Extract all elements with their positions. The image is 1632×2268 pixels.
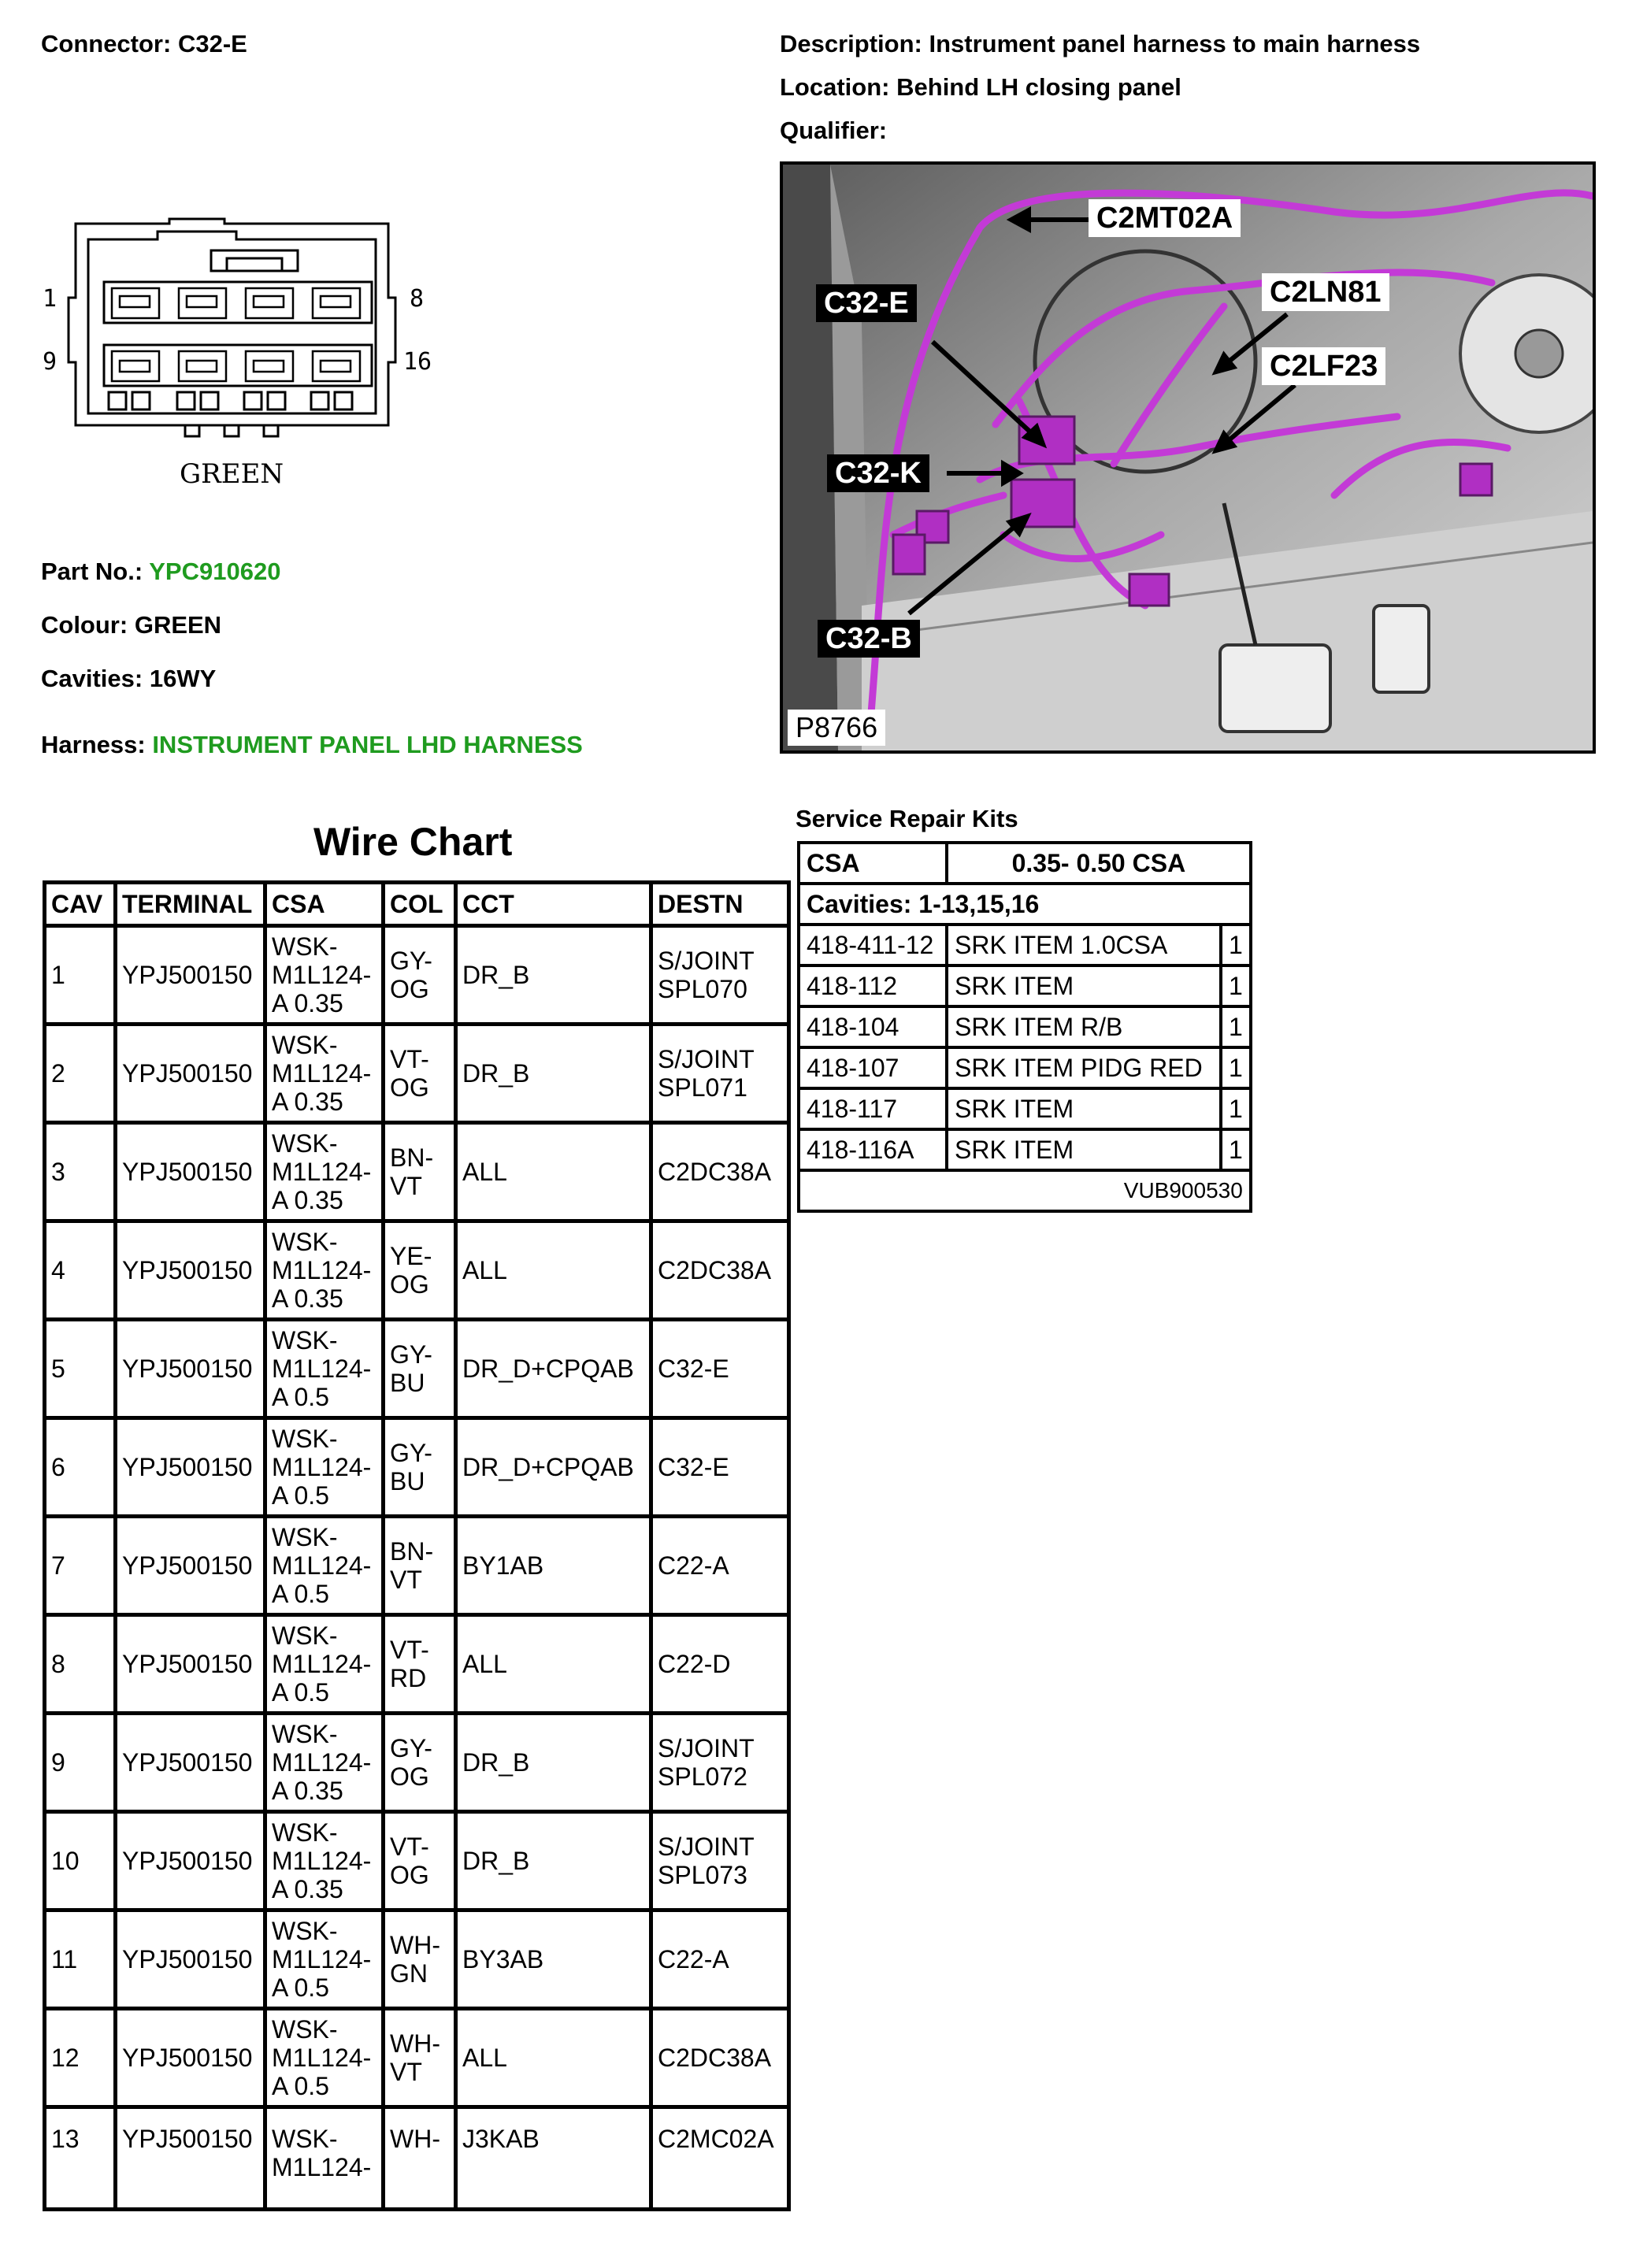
header-destn: DESTN <box>651 883 789 926</box>
cell-terminal: YPJ500150 <box>116 1910 265 2009</box>
callout-c2mt02a: C2MT02A <box>1089 199 1241 237</box>
srk-kit-desc: SRK ITEM R/B <box>947 1006 1221 1047</box>
cell-cct: J3KAB <box>456 2107 651 2210</box>
cell-col: GY-BU <box>384 1418 456 1517</box>
cell-col: VT-RD <box>384 1615 456 1714</box>
description-value: Instrument panel harness to main harness <box>929 30 1421 57</box>
cell-cct: DR_B <box>456 926 651 1025</box>
srk-kit-qty: 1 <box>1221 965 1251 1006</box>
cell-terminal: YPJ500150 <box>116 2107 265 2210</box>
table-row <box>45 1123 789 1221</box>
srk-kit-part: 418-104 <box>799 1006 947 1047</box>
wire-chart-title: Wire Chart <box>313 820 513 864</box>
cell-cct: BY1AB <box>456 1517 651 1615</box>
table-row <box>45 1221 789 1320</box>
harness-line <box>41 731 583 759</box>
table-row <box>45 1418 789 1517</box>
table-row <box>45 1714 789 1812</box>
srk-csa-label: CSA <box>799 843 947 884</box>
srk-kit-row <box>799 925 1251 965</box>
table-row <box>45 2107 789 2210</box>
srk-csa-value: 0.35- 0.50 CSA <box>947 843 1251 884</box>
srk-kit-part: 418-411-12 <box>799 925 947 965</box>
cell-terminal: YPJ500150 <box>116 1615 265 1714</box>
cell-terminal: YPJ500150 <box>116 926 265 1025</box>
cell-destn: C22-A <box>651 1517 789 1615</box>
srk-kit-desc: SRK ITEM <box>947 965 1221 1006</box>
cell-col: GY-BU <box>384 1320 456 1418</box>
location-photo <box>780 161 1596 754</box>
cell-cav: 12 <box>45 2009 116 2107</box>
pin-9-label: 9 <box>43 348 57 376</box>
wire-chart-header-row <box>45 883 789 926</box>
cell-destn: S/JOINT SPL072 <box>651 1714 789 1812</box>
cell-col: WH-VT <box>384 2009 456 2107</box>
cell-col: WH-GN <box>384 1910 456 2009</box>
srk-kit-qty: 1 <box>1221 1129 1251 1170</box>
cell-csa: WSK-M1L124-A 0.35 <box>265 1221 384 1320</box>
cell-cav: 11 <box>45 1910 116 2009</box>
srk-kit-part: 418-116A <box>799 1129 947 1170</box>
callout-c32e: C32-E <box>816 284 917 322</box>
cell-destn: C2MC02A <box>651 2107 789 2210</box>
cell-csa: WSK-M1L124-A 0.35 <box>265 1123 384 1221</box>
cell-destn: S/JOINT SPL070 <box>651 926 789 1025</box>
pin-16-label: 16 <box>403 348 432 376</box>
cell-destn: C22-A <box>651 1910 789 2009</box>
srk-footer-row <box>799 1170 1251 1211</box>
table-row <box>45 1615 789 1714</box>
callout-c32b: C32-B <box>818 620 920 658</box>
srk-kit-row <box>799 1129 1251 1170</box>
srk-kit-row <box>799 1006 1251 1047</box>
srk-footer-code: VUB900530 <box>799 1170 1251 1211</box>
callout-c2lf23: C2LF23 <box>1262 347 1385 385</box>
cavities-value: 16WY <box>149 665 217 692</box>
connector-value: C32-E <box>177 30 247 57</box>
cell-cav: 6 <box>45 1418 116 1517</box>
srk-table <box>797 841 1252 1213</box>
cell-col: VT-OG <box>384 1025 456 1123</box>
cell-cav: 7 <box>45 1517 116 1615</box>
cell-cav: 2 <box>45 1025 116 1123</box>
description-line <box>780 30 1420 58</box>
cell-cct: ALL <box>456 1123 651 1221</box>
cell-cav: 4 <box>45 1221 116 1320</box>
cell-terminal: YPJ500150 <box>116 2009 265 2107</box>
cavities-label: Cavities: <box>41 665 143 692</box>
cell-cav: 9 <box>45 1714 116 1812</box>
cell-csa: WSK-M1L124- <box>265 2107 384 2210</box>
header-cct: CCT <box>456 883 651 926</box>
part-no-line <box>41 558 280 586</box>
cell-col: YE-OG <box>384 1221 456 1320</box>
location-value: Behind LH closing panel <box>896 73 1181 101</box>
srk-kit-qty: 1 <box>1221 1006 1251 1047</box>
srk-kit-part: 418-112 <box>799 965 947 1006</box>
description-label: Description: <box>780 30 922 57</box>
srk-kit-part: 418-107 <box>799 1047 947 1088</box>
srk-kit-desc: SRK ITEM PIDG RED <box>947 1047 1221 1088</box>
cell-cct: DR_D+CPQAB <box>456 1320 651 1418</box>
location-label: Location: <box>780 73 890 101</box>
table-row <box>45 1517 789 1615</box>
srk-kit-row <box>799 1088 1251 1129</box>
srk-kit-desc: SRK ITEM <box>947 1088 1221 1129</box>
header-cav: CAV <box>45 883 116 926</box>
cell-csa: WSK-M1L124-A 0.35 <box>265 1025 384 1123</box>
harness-label: Harness: <box>41 731 146 758</box>
cell-destn: S/JOINT SPL073 <box>651 1812 789 1910</box>
connector-heading <box>41 30 247 58</box>
pin-8-label: 8 <box>410 285 425 313</box>
wire-chart-table <box>43 880 791 2211</box>
cell-terminal: YPJ500150 <box>116 1517 265 1615</box>
header-terminal: TERMINAL <box>116 883 265 926</box>
cell-destn: S/JOINT SPL071 <box>651 1025 789 1123</box>
cell-cct: DR_B <box>456 1812 651 1910</box>
cell-csa: WSK-M1L124-A 0.35 <box>265 926 384 1025</box>
srk-kit-qty: 1 <box>1221 1088 1251 1129</box>
cell-cct: DR_D+CPQAB <box>456 1418 651 1517</box>
cell-csa: WSK-M1L124-A 0.5 <box>265 1320 384 1418</box>
colour-line <box>41 611 221 639</box>
cell-cav: 3 <box>45 1123 116 1221</box>
cell-csa: WSK-M1L124-A 0.35 <box>265 1714 384 1812</box>
colour-label: Colour: <box>41 611 128 639</box>
qualifier-line <box>780 117 887 145</box>
srk-cavities-row <box>799 884 1251 925</box>
srk-title: Service Repair Kits <box>796 805 1018 832</box>
connector-label: Connector: <box>41 30 172 57</box>
cell-destn: C22-D <box>651 1615 789 1714</box>
cavities-line <box>41 665 216 693</box>
cell-col: GY-OG <box>384 1714 456 1812</box>
cell-terminal: YPJ500150 <box>116 1320 265 1418</box>
cell-cav: 10 <box>45 1812 116 1910</box>
callout-c2ln81: C2LN81 <box>1262 273 1389 311</box>
wire-chart-body <box>45 926 789 2210</box>
cell-cct: ALL <box>456 1615 651 1714</box>
cell-col: VT-OG <box>384 1812 456 1910</box>
cell-destn: C2DC38A <box>651 1221 789 1320</box>
cell-col: BN-VT <box>384 1517 456 1615</box>
cell-cct: ALL <box>456 2009 651 2107</box>
table-row <box>45 926 789 1025</box>
table-row <box>45 1812 789 1910</box>
connector-outline-icon <box>39 213 449 496</box>
cell-destn: C2DC38A <box>651 1123 789 1221</box>
table-row <box>45 1910 789 2009</box>
cell-csa: WSK-M1L124-A 0.5 <box>265 1517 384 1615</box>
srk-cavities-text: Cavities: 1-13,15,16 <box>799 884 1251 925</box>
cell-csa: WSK-M1L124-A 0.5 <box>265 1418 384 1517</box>
cell-destn: C2DC38A <box>651 2009 789 2107</box>
cell-terminal: YPJ500150 <box>116 1714 265 1812</box>
cell-cav: 13 <box>45 2107 116 2210</box>
cell-destn: C32-E <box>651 1418 789 1517</box>
cell-terminal: YPJ500150 <box>116 1025 265 1123</box>
srk-kit-qty: 1 <box>1221 1047 1251 1088</box>
cell-csa: WSK-M1L124-A 0.5 <box>265 2009 384 2107</box>
cell-cav: 8 <box>45 1615 116 1714</box>
cell-col: GY-OG <box>384 926 456 1025</box>
cell-destn: C32-E <box>651 1320 789 1418</box>
qualifier-label: Qualifier: <box>780 117 888 144</box>
cell-col: BN-VT <box>384 1123 456 1221</box>
wire-chart-container <box>43 880 791 2268</box>
srk-kit-desc: SRK ITEM 1.0CSA <box>947 925 1221 965</box>
photo-id-label: P8766 <box>788 710 885 746</box>
colour-value: GREEN <box>134 611 222 639</box>
location-line <box>780 73 1181 102</box>
pin-1-label: 1 <box>43 285 57 313</box>
cell-cct: BY3AB <box>456 1910 651 2009</box>
cell-csa: WSK-M1L124-A 0.5 <box>265 1910 384 2009</box>
srk-kit-row <box>799 1047 1251 1088</box>
srk-kit-qty: 1 <box>1221 925 1251 965</box>
cell-terminal: YPJ500150 <box>116 1221 265 1320</box>
cell-cct: DR_B <box>456 1714 651 1812</box>
part-no-value[interactable]: YPC910620 <box>149 558 281 585</box>
cell-cct: ALL <box>456 1221 651 1320</box>
table-row <box>45 1320 789 1418</box>
srk-kit-row <box>799 965 1251 1006</box>
connector-face-diagram <box>39 213 449 496</box>
harness-value[interactable]: INSTRUMENT PANEL LHD HARNESS <box>152 731 583 758</box>
cell-col: WH- <box>384 2107 456 2210</box>
part-no-label: Part No.: <box>41 558 143 585</box>
table-row <box>45 1025 789 1123</box>
cell-terminal: YPJ500150 <box>116 1123 265 1221</box>
connector-colour-text: GREEN <box>180 458 284 490</box>
table-row <box>45 2009 789 2107</box>
header-csa: CSA <box>265 883 384 926</box>
cell-cct: DR_B <box>456 1025 651 1123</box>
cell-terminal: YPJ500150 <box>116 1418 265 1517</box>
srk-kit-part: 418-117 <box>799 1088 947 1129</box>
cell-csa: WSK-M1L124-A 0.5 <box>265 1615 384 1714</box>
cell-cav: 5 <box>45 1320 116 1418</box>
cell-terminal: YPJ500150 <box>116 1812 265 1910</box>
header-col: COL <box>384 883 456 926</box>
srk-kit-desc: SRK ITEM <box>947 1129 1221 1170</box>
cell-cav: 1 <box>45 926 116 1025</box>
srk-csa-row <box>799 843 1251 884</box>
cell-csa: WSK-M1L124-A 0.35 <box>265 1812 384 1910</box>
callout-c32k: C32-K <box>827 454 929 492</box>
